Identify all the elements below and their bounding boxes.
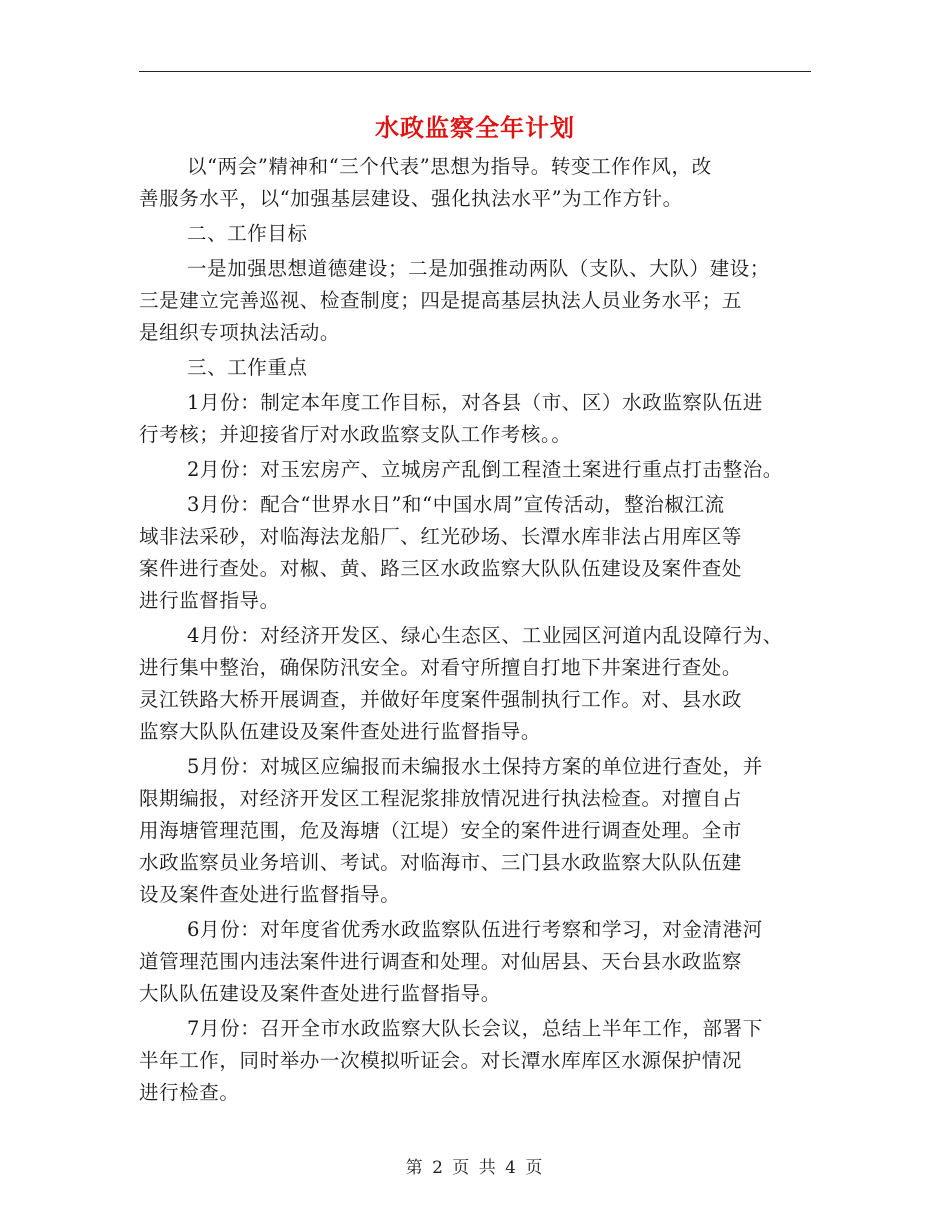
text-line: 5月份：对城区应编报而未编报水土保持方案的单位进行查处，并 (187, 755, 763, 778)
page-number-footer: 第 2 页 共 4 页 (405, 1158, 545, 1178)
text-line: 以“两会”精神和“三个代表”思想为指导。转变工作作风，改 (187, 155, 712, 178)
text-line: 三、工作重点 (187, 356, 308, 379)
text-line: 用海塘管理范围，危及海塘（江堤）安全的案件进行调查处理。全市 (139, 819, 743, 842)
text-line: 域非法采砂，对临海法龙船厂、红光砂场、长潭水库非法占用库区等 (139, 525, 743, 548)
text-line: 监察大队队伍建设及案件查处进行监督指导。 (139, 720, 542, 743)
paragraph-march (139, 489, 819, 617)
text-line: 是组织专项执法活动。 (139, 321, 341, 344)
text-line: 灵江铁路大桥开展调查，并做好年度案件强制执行工作。对、县水政 (139, 688, 743, 711)
text-line: 半年工作，同时举办一次模拟听证会。对长潭水库库区水源保护情况 (139, 1049, 743, 1072)
text-line: 善服务水平，以“加强基层建设、强化执法水平”为工作方针。 (139, 187, 683, 210)
text-line: 1月份：制定本年度工作目标，对各县（市、区）水政监察队伍进 (187, 391, 763, 414)
header-rule (139, 71, 811, 72)
paragraph-january (139, 387, 819, 451)
paragraph-intro (139, 151, 819, 215)
text-line: 大队队伍建设及案件查处进行监督指导。 (139, 982, 501, 1005)
text-line: 进行集中整治，确保防汛安全。对看守所擅自打地下井案进行查处。 (139, 656, 743, 679)
document-title: 水政监察全年计划 (375, 113, 575, 142)
paragraph-april (139, 620, 819, 748)
text-line: 一是加强思想道德建设；二是加强推动两队（支队、大队）建设； (187, 257, 770, 280)
paragraph-july (139, 1013, 819, 1109)
text-line: 二、工作目标 (187, 222, 308, 245)
paragraph-may (139, 751, 819, 911)
section-heading-focus (139, 352, 819, 384)
text-line: 7月份：召开全市水政监察大队长会议，总结上半年工作，部署下 (187, 1017, 763, 1040)
paragraph-goals (139, 253, 819, 349)
paragraph-june (139, 914, 819, 1010)
paragraph-february (139, 454, 819, 486)
text-line: 行考核；并迎接省厅对水政监察支队工作考核。。 (139, 423, 572, 446)
text-line: 进行监督指导。 (139, 589, 280, 612)
text-line: 2月份：对玉宏房产、立城房产乱倒工程渣土案进行重点打击整治。 (187, 458, 783, 481)
text-line: 进行检查。 (139, 1081, 240, 1104)
text-line: 道管理范围内违法案件进行调查和处理。对仙居县、天台县水政监察 (139, 950, 743, 973)
text-line: 设及案件查处进行监督指导。 (139, 883, 401, 906)
text-line: 3月份：配合“世界水日”和“中国水周”宣传活动，整治椒江流 (187, 493, 725, 516)
text-line: 6月份：对年度省优秀水政监察队伍进行考察和学习，对金清港河 (187, 918, 763, 941)
section-heading-goals (139, 218, 819, 250)
text-line: 水政监察员业务培训、考试。对临海市、三门县水政监察大队队伍建 (139, 851, 743, 874)
text-line: 限期编报，对经济开发区工程泥浆排放情况进行执法检查。对擅自占 (139, 787, 743, 810)
text-line: 三是建立完善巡视、检查制度；四是提高基层执法人员业务水平；五 (139, 289, 743, 312)
text-line: 案件进行查处。对椒、黄、路三区水政监察大队队伍建设及案件查处 (139, 557, 743, 580)
document-body (139, 151, 819, 1112)
text-line: 4月份：对经济开发区、绿心生态区、工业园区河道内乱设障行为、 (187, 624, 783, 647)
